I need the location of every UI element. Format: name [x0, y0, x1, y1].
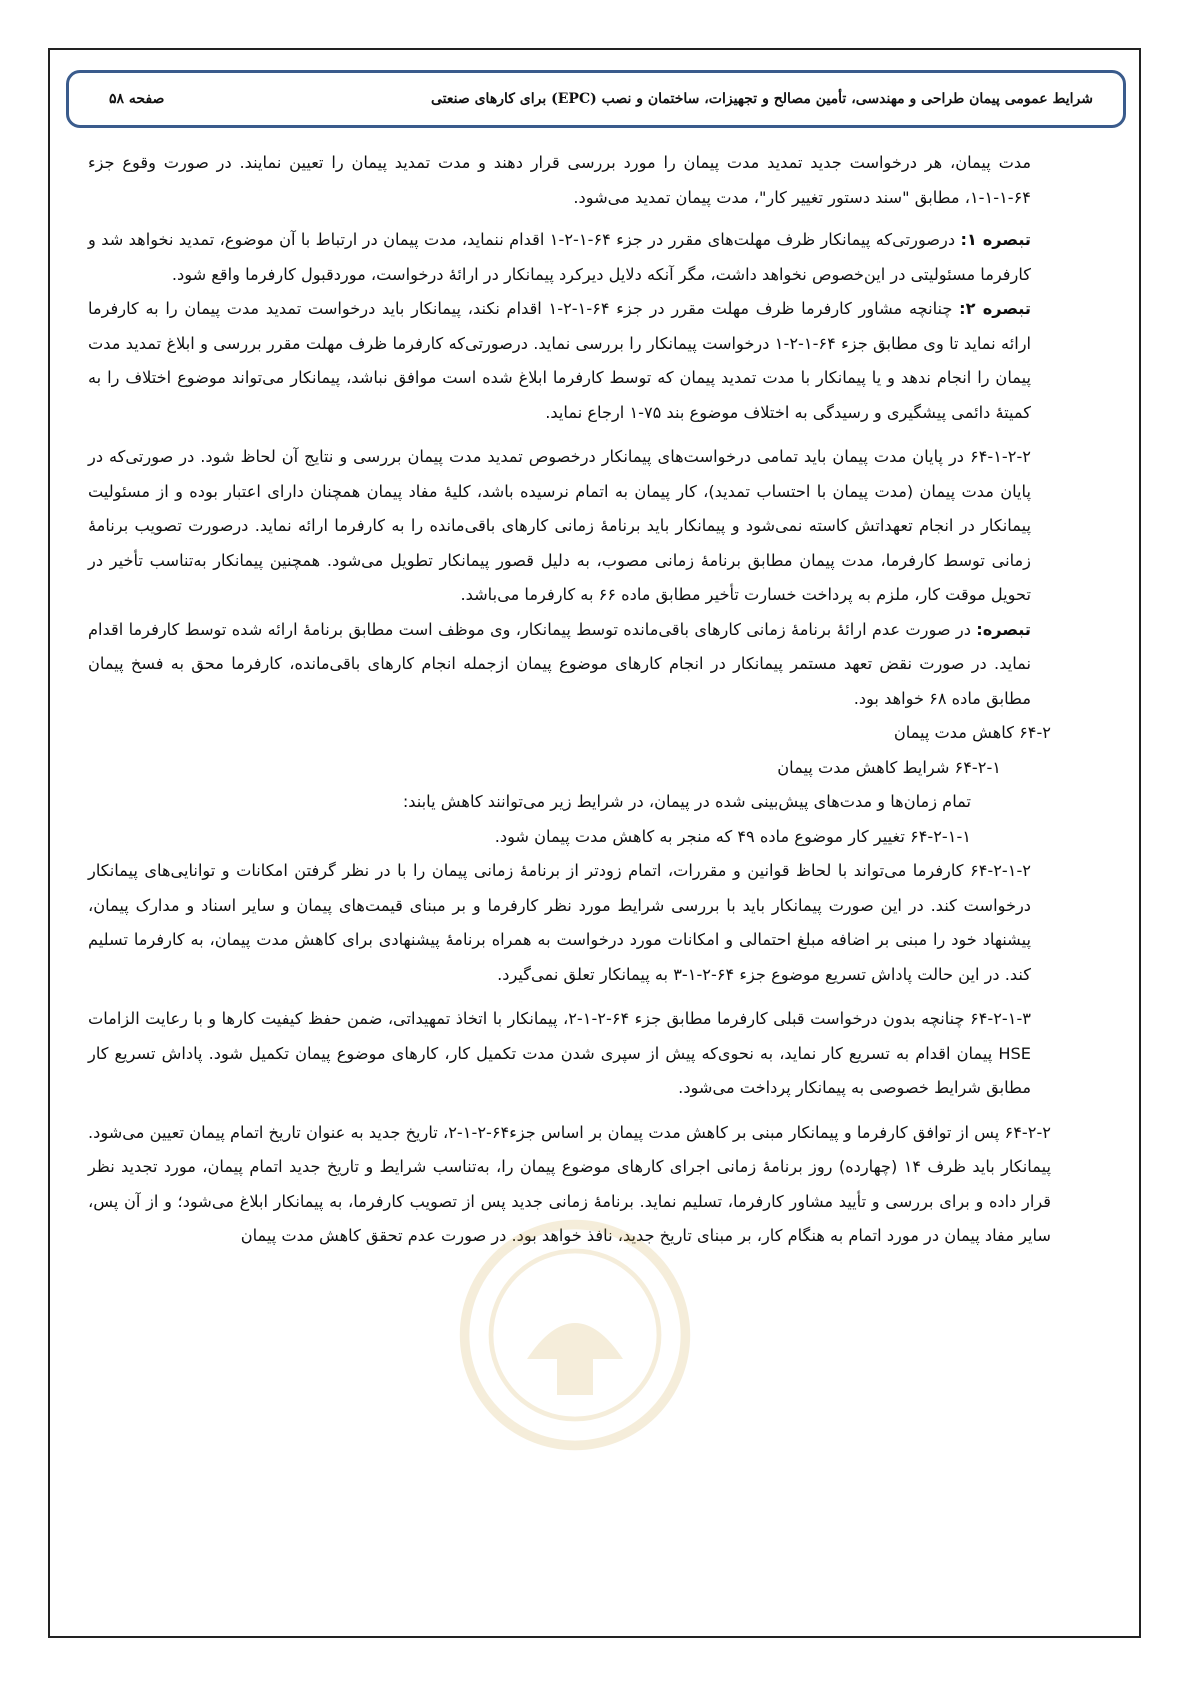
- note-3: [88, 613, 1031, 717]
- note-text: چنانچه مشاور کارفرما ظرف مهلت مقرر در جزء ۶۴-۱-۲-۱ اقدام نکند، پیمانکار باید درخواست تمدید مدت پیمان را به کارفرما ارائه نماید تا وی مطابق جزء ۶۴-۱-۲-۱ درخواست پیمانکار را بررسی نماید. درصورتی‌که کارفرما ظرف مهلت مقرر بررسی و ابلاغ تمدید مدت پیمان را انجام ندهد و یا پیمانکار با مدت تمدید پیمان که توسط کارفرما ابلاغ شده است موافق نباشد، پیمانکار می‌تواند موضوع اختلاف را به کمیتهٔ دائمی پیشگیری و رسیدگی به اختلاف موضوع بند ۷۵-۱ ارجاع نماید.: [88, 299, 1032, 422]
- note-text: در صورت عدم ارائهٔ برنامهٔ زمانی کارهای باقی‌مانده توسط پیمانکار، وی موظف است مطابق برنامهٔ ارائه شده توسط کارفرما اقدام نماید. در صورت نقض تعهد مستمر پیمانکار در انجام کارهای موضوع پیمان ازجمله انجام کارهای باقی‌مانده، کارفرما محق به فسخ پیمان مطابق ماده ۶۸ خواهد بود.: [88, 619, 1031, 708]
- page-header: [66, 70, 1126, 128]
- paragraph: ۶۴-۲-۱-۳ چنانچه بدون درخواست قبلی کارفرما مطابق جزء ۶۴-۲-۱-۲، پیمانکار با اتخاذ تمهیداتی، ضمن حفظ کیفیت کارها و با رعایت الزامات HSE پیمان اقدام به تسریع کار نماید، به نحوی‌که پیش از سپری شدن مدت تکمیل کار، کارهای موضوع پیمان تکمیل شود. پاداش تسریع کار مطابق شرایط خصوصی به پیمانکار پرداخت می‌شود.: [88, 1009, 1031, 1097]
- paragraph: ۶۴-۲-۱-۲ کارفرما می‌تواند با لحاظ قوانین و مقررات، اتمام زودتر از برنامهٔ زمانی پیمان را با در نظر گرفتن امکانات و توانایی‌های پیمانکار درخواست کند. در این صورت پیمانکار باید با بررسی شرایط مورد نظر کارفرما و بر مبنای قیمت‌های پیمان و سایر اسناد و مدارک پیمان، پیشنهاد خود را مبنی بر اضافه مبلغ احتمالی و امکانات مورد درخواست به همراه برنامهٔ پیشنهادی برای کاهش مدت پیمان، به کارفرما تسلیم کند. در این حالت پاداش تسریع موضوع جزء ۶۴-۲-۱-۳ به پیمانکار تعلق نمی‌گیرد.: [88, 861, 1031, 984]
- section-heading: ۶۴-۲ کاهش مدت پیمان: [893, 723, 1051, 742]
- paragraph: ۶۴-۲-۱-۱ تغییر کار موضوع ماده ۴۹ که منجر به کاهش مدت پیمان شود.: [494, 826, 971, 846]
- paragraph: تمام زمان‌ها و مدت‌های پیش‌بینی شده در پیمان، در شرایط زیر می‌توانند کاهش یابند:: [402, 792, 971, 811]
- document-body: [88, 146, 1051, 1254]
- note-label: تبصره ۲:: [959, 299, 1031, 318]
- clause-text: پس از توافق کارفرما و پیمانکار مبنی بر کاهش مدت پیمان بر اساس جزء۶۴-۲-۱-۲، تاریخ جدید به عنوان تاریخ اتمام پیمان تعیین می‌شود. پیمانکار باید ظرف ۱۴ (چهارده) روز برنامهٔ زمانی اجرای کارهای موضوع پیمان را، به‌تناسب شرایط و تاریخ جدید اتمام پیمان، مورد تجدید نظر قرار داده و برای بررسی و تأیید مشاور کارفرما، تسلیم نماید. برنامهٔ زمانی جدید پس از تصویب کارفرما، به پیمانکار ابلاغ می‌شود؛ و از آن پس، سایر مفاد پیمان در مورد اتمام به هنگام کار، بر مبنای تاریخ جدید، نافذ خواهد بود. در صورت عدم تحقق کاهش مدت پیمان: [88, 1122, 1051, 1245]
- clause-number: ۶۴-۲-۲: [1004, 1122, 1051, 1142]
- paragraph: ۶۴-۱-۲-۲ در پایان مدت پیمان باید تمامی درخواست‌های پیمانکار درخصوص تمدید مدت پیمان بررسی و نتایج آن لحاظ شود. در صورتی‌که در پایان مدت پیمان (مدت پیمان با احتساب تمدید)، کار پیمان به اتمام نرسیده باشد، کلیهٔ مفاد پیمان همچنان دارای اعتبار بوده و از مسئولیت پیمانکار در انجام تعهداتش کاسته نمی‌شود و پیمانکار باید برنامهٔ زمانی کارهای باقی‌مانده را به کارفرما ارائه نماید. درصورت تصویب برنامهٔ زمانی توسط کارفرما، مدت پیمان مطابق برنامهٔ زمانی مصوب، به دلیل قصور پیمانکار تطویل می‌شود. همچنین پیمانکار به‌تناسب تأخیر در تحویل موقت کار، ملزم به پرداخت خسارت تأخیر مطابق ماده ۶۶ به کارفرما می‌باشد.: [88, 447, 1031, 604]
- paragraph: مدت پیمان، هر درخواست جدید تمدید مدت پیمان را مورد بررسی قرار دهند و مدت تمدید پیمان را تعیین نمایند. در صورت وقوع جزء ۶۴-۱-۱-۱، مطابق "سند دستور تغییر کار"، مدت پیمان تمدید می‌شود.: [88, 153, 1031, 207]
- note-text: درصورتی‌که پیمانکار ظرف مهلت‌های مقرر در جزء ۶۴-۱-۲-۱ اقدام ننماید، مدت پیمان در ارتباط با آن موضوع، تمدید نخواهد شد و کارفرما مسئولیتی در این‌خصوص نخواهد داشت، مگر آنکه دلایل دیرکرد پیمانکار در ارائهٔ درخواست، موردقبول کارفرما واقع شود.: [88, 230, 1031, 284]
- page-number: صفحه ۵۸: [109, 91, 165, 107]
- watermark-seal-icon: [455, 1215, 695, 1455]
- note-2: [88, 292, 1031, 430]
- document-title: شرایط عمومی پیمان طراحی و مهندسی، تأمین مصالح و تجهیزات، ساختمان و نصب (EPC) برای کارهای صنعتی: [430, 91, 1093, 107]
- note-label: تبصره ۱:: [960, 230, 1032, 249]
- note-label: تبصره:: [976, 619, 1031, 639]
- note-1: [88, 223, 1031, 292]
- subsection-heading: ۶۴-۲-۱ شرایط کاهش مدت پیمان: [777, 757, 1001, 777]
